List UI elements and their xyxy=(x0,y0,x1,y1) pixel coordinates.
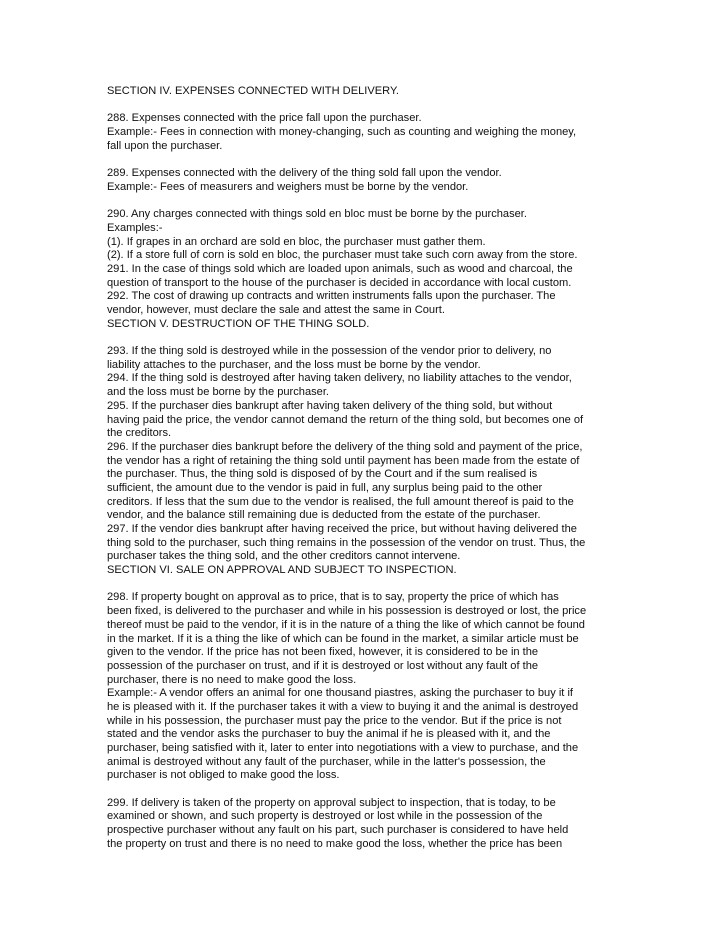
blank-line xyxy=(107,578,627,592)
text-line: Example:- Fees of measurers and weighers must be borne by the vendor. xyxy=(107,180,469,193)
text-line: 289. Expenses connected with the delivery of the thing sold fall upon the vendor. xyxy=(107,167,502,180)
text-line: fall upon the purchaser. xyxy=(107,139,223,152)
text-line: he is pleased with it. If the purchaser takes it with a view to buying it and the animal is destroyed xyxy=(107,700,579,713)
blank-line xyxy=(107,153,627,167)
text-line: animal is destroyed without any fault of the purchaser, while in the latter's possession, the xyxy=(107,755,546,768)
text-line: purchaser, there is no need to make good the loss. xyxy=(107,673,357,686)
blank-line xyxy=(107,99,627,113)
text-line: (2). If a store full of corn is sold en bloc, the purchaser must take such corn away from the store. xyxy=(107,249,578,262)
text-line: vendor, however, must declare the sale and attest the same in Court. xyxy=(107,304,445,316)
text-line: stated and the vendor asks the purchaser to buy the animal if he is pleased with it, and the xyxy=(107,728,551,741)
text-line: Example:- Fees in connection with money-changing, such as counting and weighing the money, xyxy=(107,126,577,139)
text-line: having paid the price, the vendor cannot demand the return of the thing sold, but becomes one of xyxy=(107,413,584,426)
text-line: given to the vendor. If the price has not been fixed, however, it is considered to be in the xyxy=(107,646,539,659)
text-line: 290. Any charges connected with things sold en bloc must be borne by the purchaser. xyxy=(107,208,527,221)
text-line: 299. If delivery is taken of the property on approval subject to inspection, that is today, to be xyxy=(107,796,556,809)
text-line: been fixed, is delivered to the purchaser and while in his possession is destroyed or lost, the price xyxy=(107,605,587,618)
text-line: creditors. If less that the sum due to the vendor is realised, the full amount thereof is paid to the xyxy=(107,495,574,508)
text-line: question of transport to the house of the purchaser is decided in accordance with local custom. xyxy=(107,276,572,289)
text-line: (1). If grapes in an orchard are sold en bloc, the purchaser must gather them. xyxy=(107,235,486,248)
text-line: 296. If the purchaser dies bankrupt before the delivery of the thing sold and payment of the price, xyxy=(107,440,583,453)
text-line: and the loss must be borne by the purchaser. xyxy=(107,386,330,399)
text-line: thereof must be paid to the vendor, if it is in the nature of a thing the like of which cannot be found xyxy=(107,618,585,631)
text-line: Examples:- xyxy=(107,221,163,234)
text-line: 293. If the thing sold is destroyed while in the possession of the vendor prior to delivery, no xyxy=(107,345,552,358)
text-line: in the market. If it is a thing the like of which can be found in the market, a similar article must be xyxy=(107,632,579,645)
text-line: thing sold to the purchaser, such thing remains in the possession of the vendor on trust. Thus, the xyxy=(107,536,586,549)
text-line: 291. In the case of things sold which are loaded upon animals, such as wood and charcoal, the xyxy=(107,262,573,275)
text-line: purchaser, being satisfied with it, later to enter into negotiations with a view to purchase, and the xyxy=(107,742,579,754)
text-line: Example:- A vendor offers an animal for one thousand piastres, asking the purchaser to buy it if xyxy=(107,687,573,700)
text-line: 288. Expenses connected with the price fall upon the purchaser. xyxy=(107,112,422,125)
text-line: the vendor has a right of retaining the thing sold until payment has been made from the estate of xyxy=(107,454,580,467)
text-line: the purchaser. Thus, the thing sold is disposed of by the Court and if the sum realised is xyxy=(107,468,538,481)
text-line: 298. If property bought on approval as to price, that is to say, property the price of which has xyxy=(107,591,559,604)
text-line: the creditors. xyxy=(107,427,172,440)
document-body xyxy=(107,85,627,852)
text-line: 295. If the purchaser dies bankrupt after having taken delivery of the thing sold, but without xyxy=(107,399,553,412)
text-line: purchaser is not obliged to make good the loss. xyxy=(107,769,340,782)
text-line: 294. If the thing sold is destroyed after having taken delivery, no liability attaches to the vendor, xyxy=(107,372,572,385)
section-heading: SECTION VI. SALE ON APPROVAL AND SUBJECT TO INSPECTION. xyxy=(107,564,457,577)
text-line: 292. The cost of drawing up contracts and written instruments falls upon the purchaser. The xyxy=(107,290,556,303)
text-line: while in his possession, the purchaser must pay the price to the vendor. But if the price is not xyxy=(107,714,562,727)
blank-line xyxy=(107,783,627,797)
text-line: sufficient, the amount due to the vendor is paid in full, any surplus being paid to the other xyxy=(107,481,543,494)
text-line: liability attaches to the purchaser, and the loss must be borne by the vendor. xyxy=(107,358,481,371)
text-line: 297. If the vendor dies bankrupt after having received the price, but without having delivered the xyxy=(107,523,577,535)
blank-line xyxy=(107,331,627,345)
text-line: the property on trust and there is no need to make good the loss, whether the price has been xyxy=(107,837,563,850)
text-line: vendor, and the balance still remaining due is deducted from the estate of the purchaser. xyxy=(107,509,541,522)
section-heading: SECTION IV. EXPENSES CONNECTED WITH DELIVERY. xyxy=(107,85,400,97)
text-line: prospective purchaser without any fault on his part, such purchaser is considered to have held xyxy=(107,824,569,837)
text-line: purchaser takes the thing sold, and the other creditors cannot intervene. xyxy=(107,550,461,563)
blank-line xyxy=(107,195,627,209)
text-line: possession of the purchaser on trust, and if it is destroyed or lost without any fault of the xyxy=(107,659,539,672)
section-heading: SECTION V. DESTRUCTION OF THE THING SOLD. xyxy=(107,317,370,330)
text-line: examined or shown, and such property is destroyed or lost while in the possession of the xyxy=(107,810,543,823)
